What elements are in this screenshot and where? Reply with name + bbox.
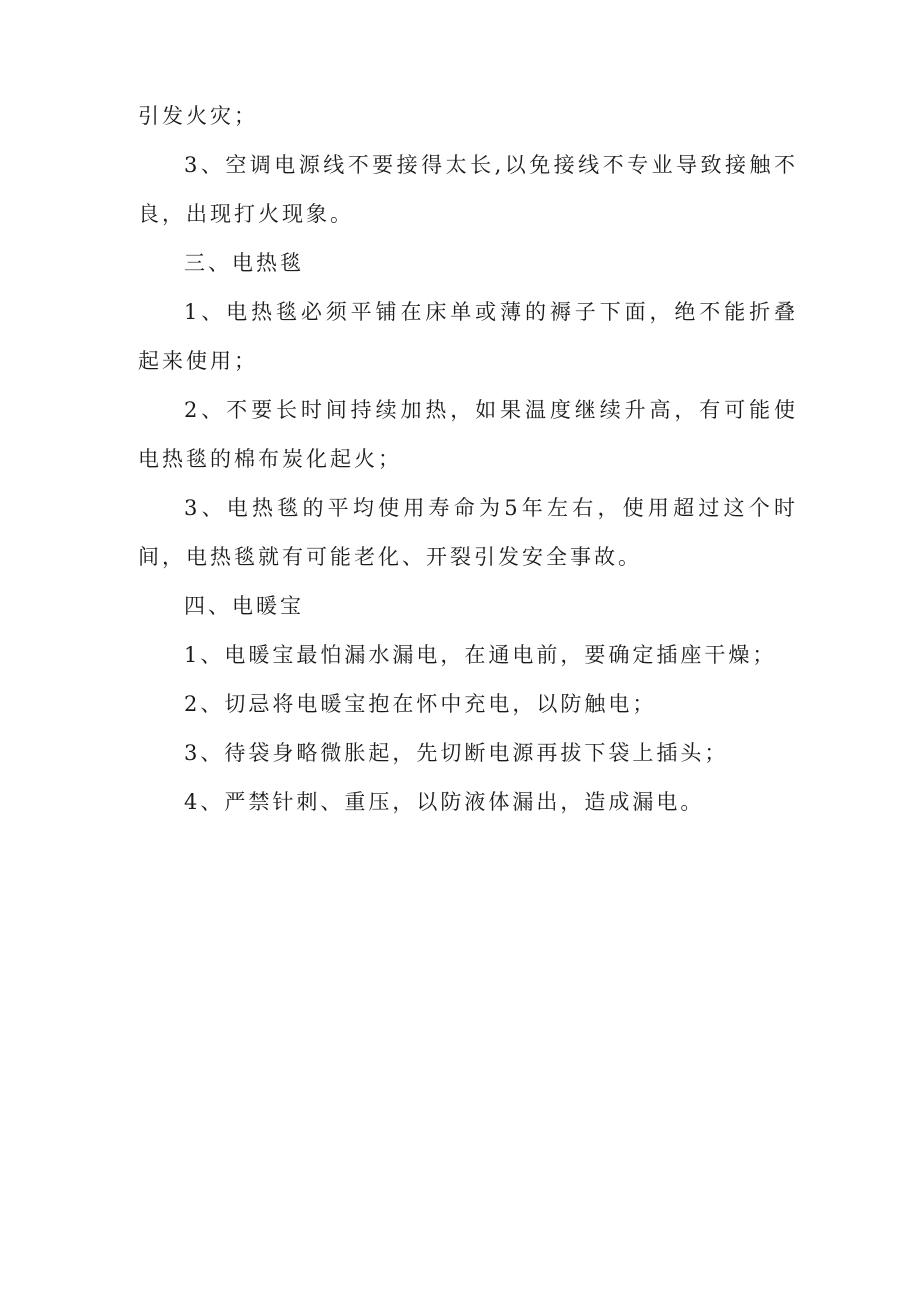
paragraph-blanket-item-1: 1、电热毯必须平铺在床单或薄的褥子下面，绝不能折叠起来使用； xyxy=(138,300,798,373)
section-heading-hand-warmer: 四、电暖宝 xyxy=(184,594,304,618)
paragraph-ac-item-3: 3、空调电源线不要接得太长,以免接线不专业导致接触不良，出现打火现象。 xyxy=(138,153,798,226)
paragraph-blanket-item-2: 2、不要长时间持续加热，如果温度继续升高，有可能使电热毯的棉布炭化起火； xyxy=(138,398,798,471)
section-heading-electric-blanket: 三、电热毯 xyxy=(184,251,304,275)
paragraph-blanket-item-3: 3、电热毯的平均使用寿命为5年左右，使用超过这个时间，电热毯就有可能老化、开裂引发安全事故。 xyxy=(138,496,798,569)
paragraph-warmer-item-4: 4、严禁针刺、重压，以防液体漏出，造成漏电。 xyxy=(184,790,705,814)
paragraph-warmer-item-3: 3、待袋身略微胀起，先切断电源再拔下袋上插头； xyxy=(184,741,729,765)
paragraph-continuation: 引发火灾； xyxy=(138,104,258,128)
paragraph-warmer-item-2: 2、切忌将电暖宝抱在怀中充电，以防触电； xyxy=(184,692,657,716)
paragraph-warmer-item-1: 1、电暖宝最怕漏水漏电，在通电前，要确定插座干燥； xyxy=(184,643,777,667)
document-body xyxy=(138,92,798,827)
